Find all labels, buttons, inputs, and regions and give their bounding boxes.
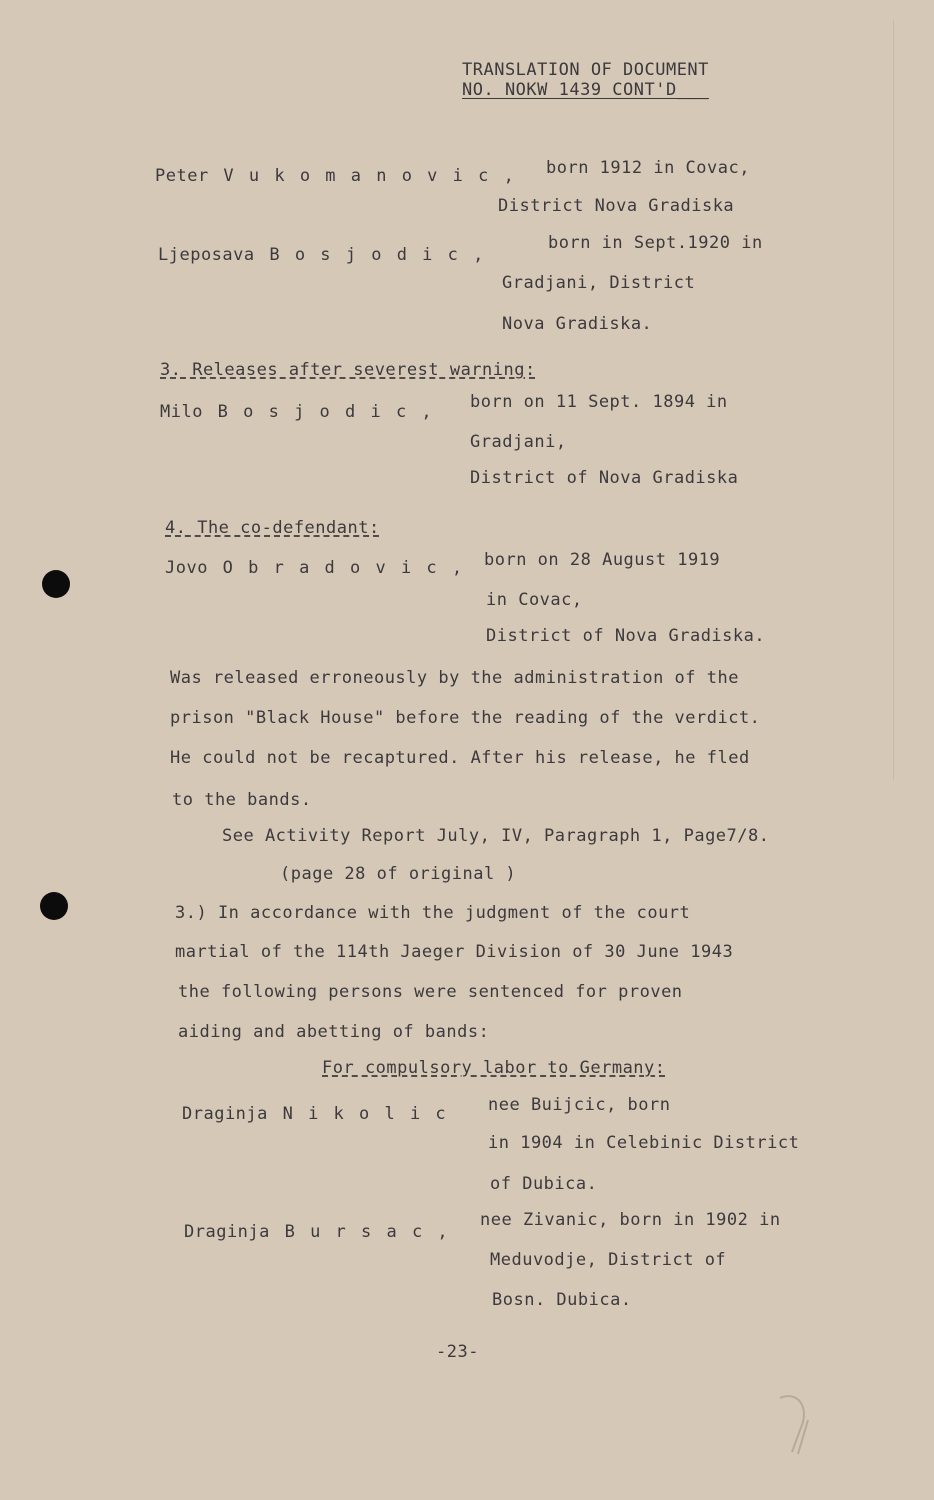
person-detail: nee Buijcic, born: [488, 1095, 671, 1115]
paragraph-line: 3.) In accordance with the judgment of the court: [175, 903, 691, 923]
header-title: TRANSLATION OF DOCUMENT: [462, 60, 709, 80]
person-name: Ljeposava B o s j o d i c ,: [158, 245, 484, 265]
person-name: Peter V u k o m a n o v i c ,: [155, 166, 515, 186]
person-detail: District of Nova Gradiska.: [486, 626, 766, 646]
person-detail: Gradjani,: [470, 432, 567, 452]
person-detail: nee Zivanic, born in 1902 in: [480, 1210, 781, 1230]
header-doc-number: NO. NOKW 1439 CONT'D___: [462, 80, 709, 100]
paper-fold-line: [893, 20, 894, 780]
person-detail: Nova Gradiska.: [502, 314, 653, 334]
person-detail: District of Nova Gradiska: [470, 468, 739, 488]
section-heading-releases: 3. Releases after severest warning:: [160, 360, 536, 380]
page-number: -23-: [436, 1342, 479, 1362]
subheading-compulsory-labor: For compulsory labor to Germany:: [322, 1058, 666, 1078]
paragraph-line: martial of the 114th Jaeger Division of 30 June 1943: [175, 942, 734, 962]
person-detail: in Covac,: [486, 590, 583, 610]
person-detail: Bosn. Dubica.: [492, 1290, 632, 1310]
paragraph-line: prison "Black House" before the reading of the verdict.: [170, 708, 761, 728]
person-detail: born in Sept.1920 in: [548, 233, 763, 253]
person-detail: Gradjani, District: [502, 273, 696, 293]
person-name: Jovo O b r a d o v i c ,: [165, 558, 463, 578]
person-detail: born on 28 August 1919: [484, 550, 721, 570]
person-name: Draginja N i k o l i c: [182, 1104, 447, 1124]
punch-hole: [42, 570, 70, 598]
paragraph-line: to the bands.: [172, 790, 312, 810]
person-detail: District Nova Gradiska: [498, 196, 735, 216]
person-name: Draginja B u r s a c ,: [184, 1222, 449, 1242]
person-detail: of Dubica.: [490, 1174, 598, 1194]
punch-hole: [40, 892, 68, 920]
paragraph-line: the following persons were sentenced for proven: [178, 982, 683, 1002]
person-detail: born 1912 in Covac,: [546, 158, 750, 178]
paragraph-line: aiding and abetting of bands:: [178, 1022, 490, 1042]
person-name: Milo B o s j o d i c ,: [160, 402, 433, 422]
person-detail: born on 11 Sept. 1894 in: [470, 392, 728, 412]
paragraph-line: Was released erroneously by the administration of the: [170, 668, 739, 688]
section-heading-codefendant: 4. The co-defendant:: [165, 518, 380, 538]
paragraph-line: He could not be recaptured. After his release, he fled: [170, 748, 750, 768]
person-detail: in 1904 in Celebinic District: [488, 1133, 800, 1153]
pencil-mark: [770, 1390, 830, 1460]
person-detail: Meduvodje, District of: [490, 1250, 727, 1270]
page-note: (page 28 of original ): [280, 864, 517, 884]
see-reference: See Activity Report July, IV, Paragraph 1, Page7/8.: [222, 826, 770, 846]
